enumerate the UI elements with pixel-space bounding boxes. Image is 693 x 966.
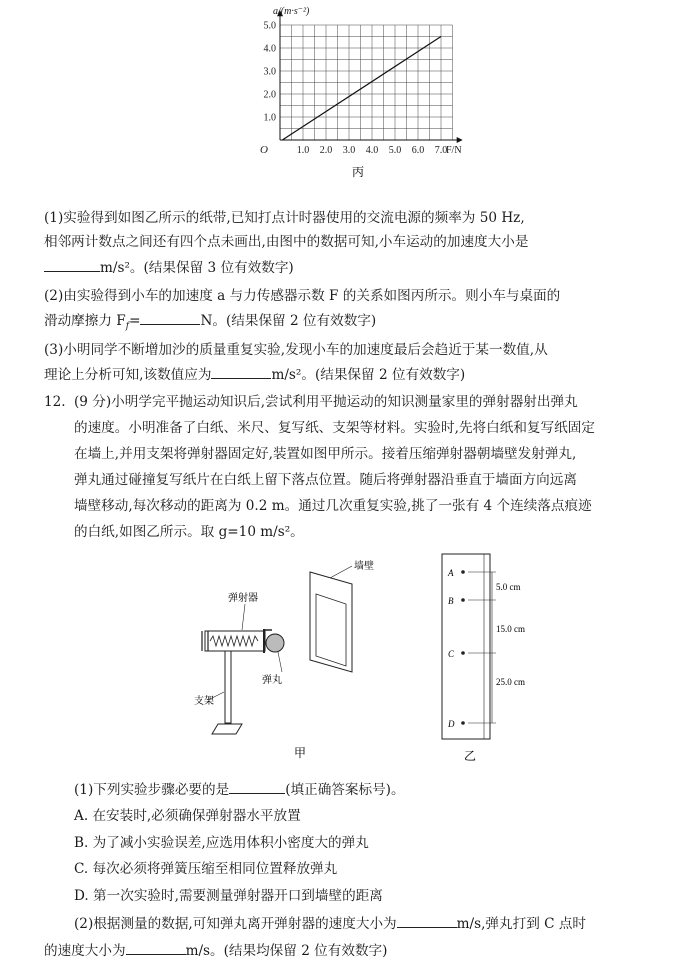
q12-sub2-line2: 的速度大小为 m/s。(结果均保留 2 位有效数字): [44, 940, 387, 961]
q12-line1: (9 分)小明学完平抛运动知识后,尝试利用平抛运动的知识测量家里的弹射器射出弹丸: [74, 394, 578, 410]
q11-p1-line2: 相邻两计数点之间还有四个点未画出,由图中的数据可知,小车运动的加速度大小是: [44, 234, 529, 250]
dist-cd: 25.0 cm: [496, 677, 525, 687]
pellet-label: 弹丸: [262, 675, 282, 686]
origin-label: O: [260, 144, 268, 156]
y-tick-labels: [264, 21, 277, 124]
dist-bc: 15.0 cm: [496, 624, 525, 634]
figure-yi-paper: [440, 552, 540, 766]
chart-axes: [277, 10, 463, 143]
y-tick-label: 1.0: [263, 112, 276, 124]
q12-line2: 的速度。小明准备了白纸、米尺、复写纸、支架等材料。实验时,先将白纸和复写纸固定: [74, 420, 595, 436]
y-tick-label: 2.0: [263, 89, 276, 101]
chart-series: [282, 37, 441, 141]
q11-p2-line1: (2)由实验得到小车的加速度 a 与力传感器示数 F 的关系如图丙所示。则小车与桌面的: [44, 288, 561, 304]
chart-caption: 丙: [352, 165, 365, 179]
option-d: D. 第一次实验时,需要测量弹射器开口到墙壁的距离: [74, 888, 383, 904]
answer-blank-launch-speed[interactable]: [397, 913, 457, 928]
dimension-lines: [468, 572, 496, 723]
x-axis-arrow: [457, 137, 463, 143]
answer-blank-options[interactable]: [229, 779, 285, 794]
label-a: A: [448, 568, 454, 578]
q12-line6: 的白纸,如图乙所示。取 g=10 m/s²。: [74, 524, 304, 540]
q12-number: 12.: [44, 394, 66, 410]
q11-p2-line2: 滑动摩擦力 $F_f= N$。(结果保留 2 位有效数字): [44, 310, 376, 337]
option-b: B. 为了减小实验误差,应选用体积小密度大的弹丸: [74, 835, 369, 851]
dist-ab: 5.0 cm: [496, 582, 521, 592]
point-b: [461, 598, 465, 602]
q11-p1-line1: (1)实验得到如图乙所示的纸带,已知打点计时器使用的交流电源的频率为 50 Hz,: [44, 210, 525, 226]
answer-blank-acceleration[interactable]: [44, 257, 100, 272]
q12-sub2-line1: (2)根据测量的数据,可知弹丸离开弹射器的速度大小为 m/s,弹丸打到 C 点时: [74, 913, 586, 934]
option-a: A. 在安装时,必须确保弹射器水平放置: [74, 808, 301, 824]
x-tick-label: 4.0: [365, 145, 379, 156]
answer-blank-speed-c[interactable]: [126, 940, 186, 955]
label-b: B: [448, 596, 454, 606]
option-c: C. 每次必须将弹簧压缩至相同位置释放弹丸: [74, 861, 338, 877]
y-tick-label: 5.0: [263, 20, 276, 32]
launcher-drawing: [202, 604, 272, 653]
wall-label: 墙壁: [354, 561, 374, 572]
x-tick-label: 3.0: [342, 145, 356, 156]
q11-p1-line3: m/s²。(结果保留 3 位有效数字): [44, 257, 294, 278]
figure-jia-caption: 甲: [294, 746, 307, 760]
point-a: [461, 570, 465, 574]
chart-grid: [280, 25, 453, 140]
x-tick-label: 7.0: [434, 145, 448, 156]
y-tick-label: 4.0: [263, 43, 276, 55]
wall-drawing: [310, 566, 352, 672]
x-axis-label: F/N: [446, 145, 462, 156]
label-d: D: [448, 719, 455, 729]
y-axis-label: a/(m·s⁻²): [273, 6, 310, 17]
q12-line4: 弹丸通过碰撞复写纸片在白纸上留下落点位置。随后将弹射器沿垂直于墙面方向远离: [74, 472, 577, 488]
q12-sub1: (1)下列实验步骤必要的是 (填正确答案标号)。: [74, 779, 405, 800]
x-tick-label: 6.0: [411, 145, 425, 156]
point-d: [461, 721, 465, 725]
x-tick-labels: [297, 145, 448, 156]
answer-blank-friction[interactable]: [140, 310, 200, 325]
figure-jia-apparatus: [180, 552, 380, 762]
figure-yi-caption: 乙: [464, 749, 477, 763]
label-c: C: [448, 649, 455, 659]
acceleration-force-chart: [240, 0, 480, 180]
point-c: [461, 651, 465, 655]
q12-line3: 在墙上,并用支架将弹射器固定好,装置如图甲所示。接着压缩弹射器朝墙壁发射弹丸,: [74, 446, 577, 462]
q11-p3-line1: (3)小明同学不断增加沙的质量重复实验,发现小车的加速度最后会趋近于某一数值,从: [44, 342, 548, 358]
y-tick-label: 3.0: [263, 66, 276, 78]
q12-line5: 墙壁移动,每次移动的距离为 0.2 m。通过几次重复实验,挑了一张有 4 个连续落点痕迹: [74, 498, 592, 514]
stand-drawing: [208, 651, 242, 734]
answer-blank-limit[interactable]: [211, 364, 271, 379]
x-tick-label: 5.0: [388, 145, 402, 156]
launcher-label: 弹射器: [228, 593, 258, 604]
stand-label: 支架: [194, 696, 214, 707]
series-line: [282, 37, 441, 141]
pellet: [266, 634, 284, 652]
x-tick-label: 1.0: [296, 145, 310, 156]
q11-p3-line2: 理论上分析可知,该数值应为 m/s²。(结果保留 2 位有效数字): [44, 364, 465, 385]
x-tick-label: 2.0: [319, 145, 333, 156]
